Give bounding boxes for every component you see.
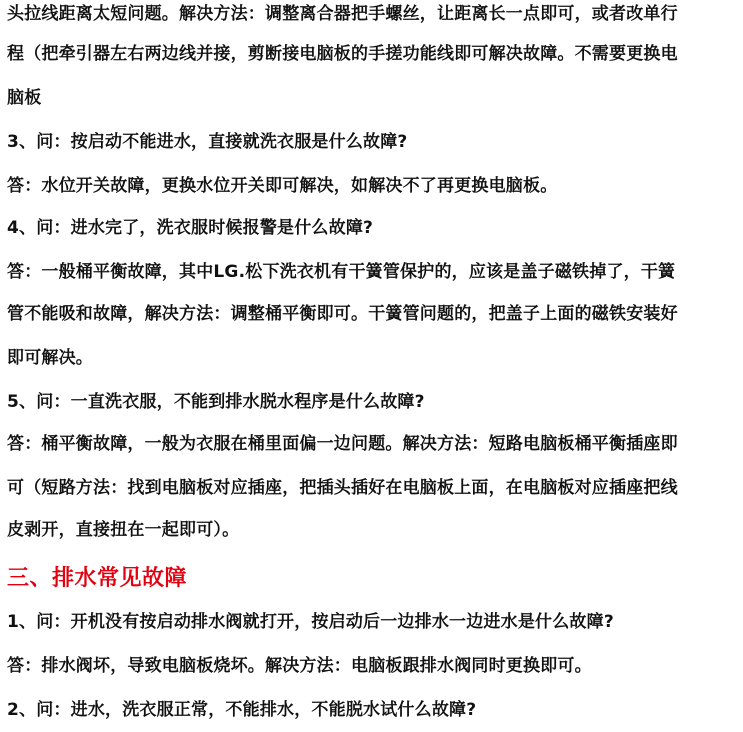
question-line: 5、问：一直洗衣服，不能到排水脱水程序是什么故障? — [7, 392, 425, 412]
text-line: 皮剥开，直接扭在一起即可）。 — [7, 520, 240, 540]
answer-line: 答：一般桶平衡故障，其中LG.松下洗衣机有干簧管保护的，应该是盖子磁铁掉了，干簧 — [7, 262, 676, 282]
answer-line: 答：排水阀坏，导致电脑板烧坏。解决方法：电脑板跟排水阀同时更换即可。 — [7, 656, 592, 676]
answer-line: 答：水位开关故障，更换水位开关即可解决，如解决不了再更换电脑板。 — [7, 176, 558, 196]
question-line: 1、问：开机没有按启动排水阀就打开，按启动后一边排水一边进水是什么故障? — [7, 612, 614, 632]
text-line: 头拉线距离太短问题。解决方法：调整离合器把手螺丝，让距离长一点即可，或者改单行 — [7, 4, 678, 24]
text-line: 即可解决。 — [7, 348, 93, 368]
question-line: 2、问：进水，洗衣服正常，不能排水，不能脱水试什么故障? — [7, 700, 477, 720]
question-line: 3、问：按启动不能进水，直接就洗衣服是什么故障? — [7, 132, 408, 152]
text-line: 程（把牵引器左右两边线并接，剪断接电脑板的手搓功能线即可解决故障。不需要更换电 — [7, 44, 678, 64]
text-line: 管不能吸和故障，解决方法：调整桶平衡即可。干簧管问题的，把盖子上面的磁铁安装好 — [7, 304, 678, 324]
question-line: 4、问：进水完了，洗衣服时候报警是什么故障? — [7, 218, 374, 238]
text-line: 可（短路方法：找到电脑板对应插座，把插头插好在电脑板上面，在电脑板对应插座把线 — [7, 478, 678, 498]
section-heading: 三、排水常见故障 — [7, 566, 188, 591]
text-line: 脑板 — [7, 88, 42, 108]
answer-line: 答：桶平衡故障，一般为衣服在桶里面偏一边问题。解决方法：短路电脑板桶平衡插座即 — [7, 434, 678, 454]
